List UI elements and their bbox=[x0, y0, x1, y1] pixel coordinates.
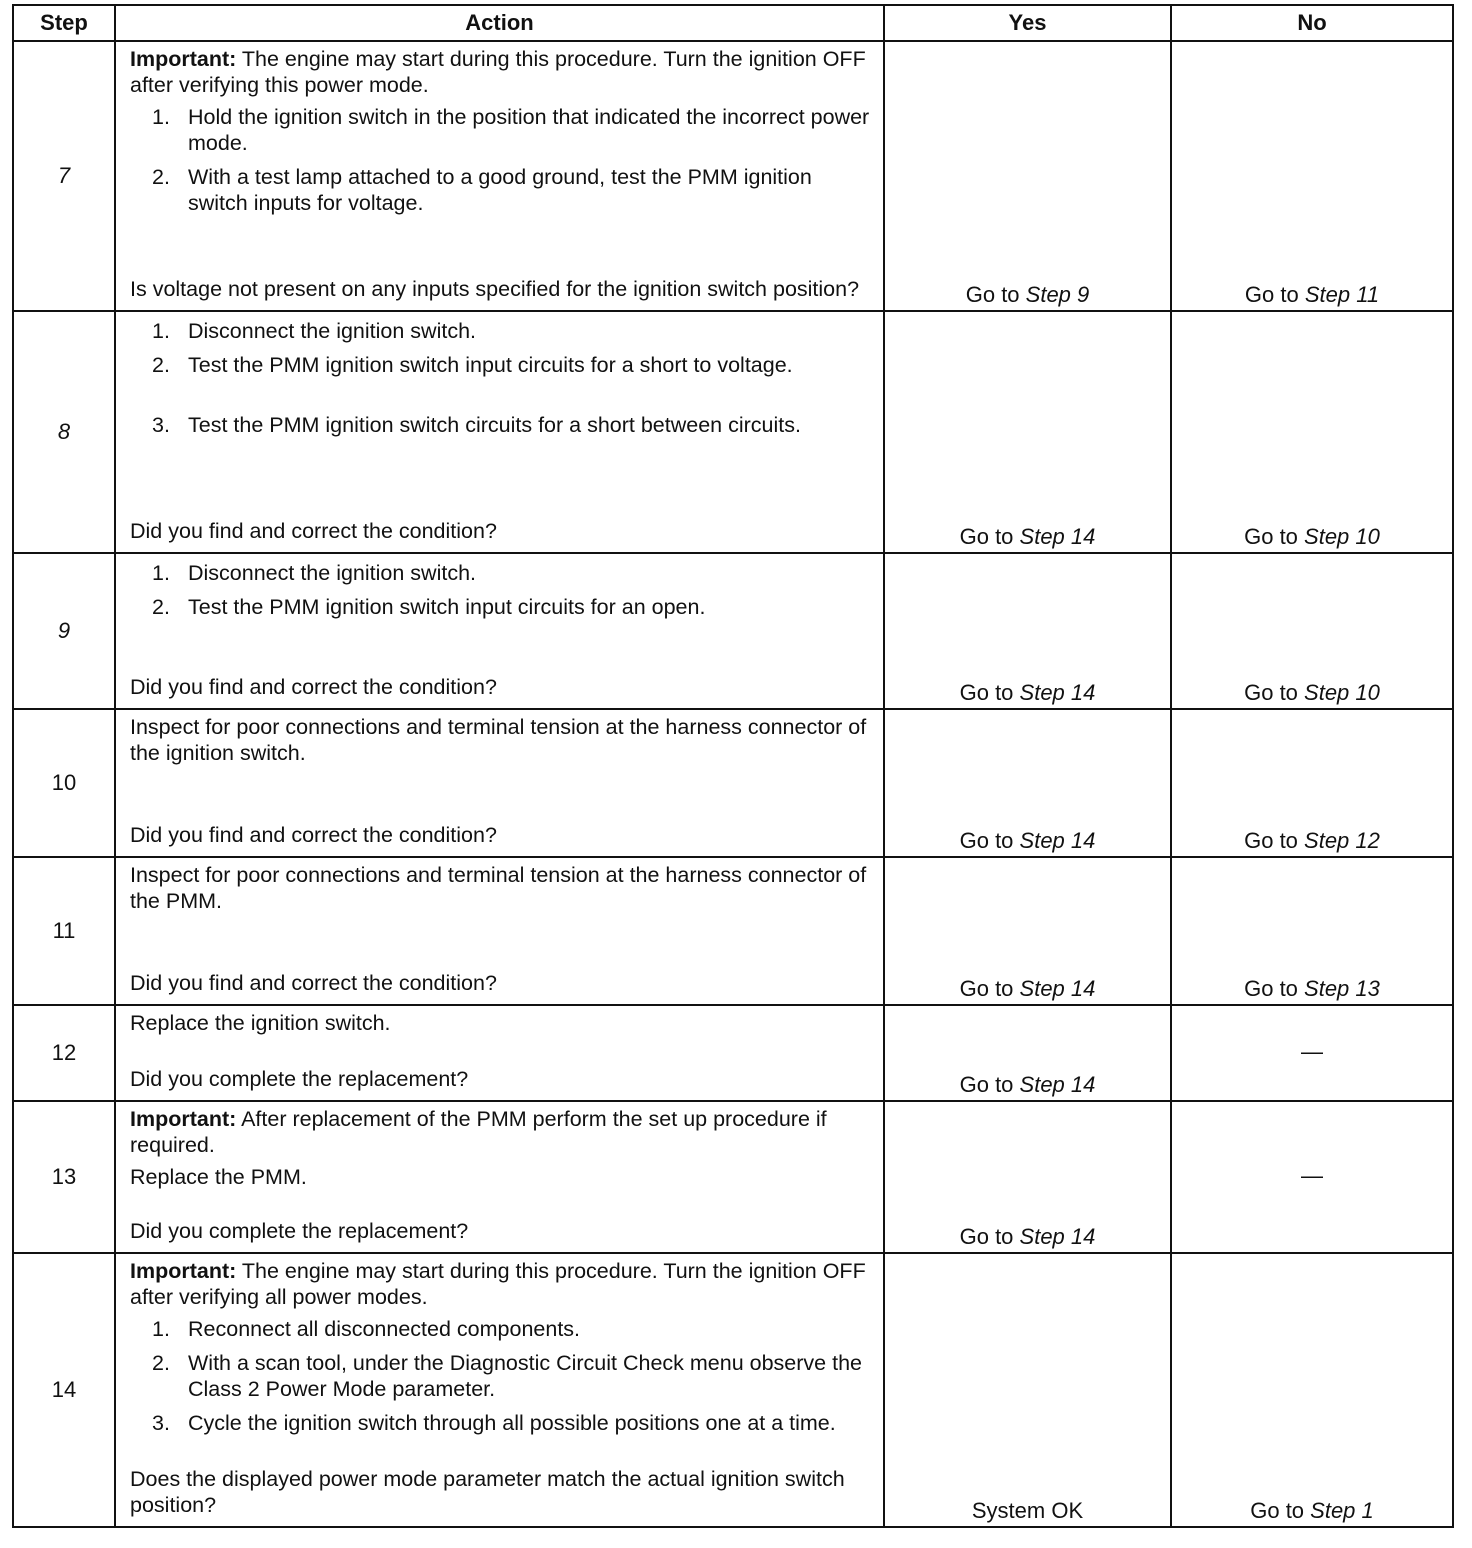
list-item: 2. With a scan tool, under the Diagnostic Circuit Check menu observe the Class 2 Power Mode parameter. bbox=[152, 1351, 862, 1401]
step-number: 10 bbox=[13, 709, 115, 857]
no-answer: Go to Step 13 bbox=[1171, 857, 1453, 1005]
important-label: Important: bbox=[130, 47, 237, 71]
action-text: Inspect for poor connections and terminal tension at the harness connector of the PMM. bbox=[130, 863, 867, 913]
header-step: Step bbox=[13, 5, 115, 41]
header-action: Action bbox=[115, 5, 884, 41]
list-item: 2. With a test lamp attached to a good ground, test the PMM ignition switch inputs for voltage. bbox=[152, 165, 812, 215]
list-item: 1. Hold the ignition switch in the position that indicated the incorrect power mode. bbox=[152, 105, 870, 155]
step-number: 12 bbox=[13, 1005, 115, 1101]
action-cell bbox=[115, 857, 884, 1005]
yes-answer: Go to Step 14 bbox=[884, 311, 1171, 553]
step-reference: Step 13 bbox=[1304, 976, 1380, 1001]
header-yes: Yes bbox=[884, 5, 1171, 41]
yes-answer: Go to Step 9 bbox=[884, 41, 1171, 311]
yes-answer: Go to Step 14 bbox=[884, 1101, 1171, 1253]
no-answer: Go to Step 12 bbox=[1171, 709, 1453, 857]
list-item: 2. Test the PMM ignition switch input circuits for a short to voltage. bbox=[152, 353, 793, 377]
header-no: No bbox=[1171, 5, 1453, 41]
table-row bbox=[13, 41, 1453, 311]
important-text: The engine may start during this procedure. Turn the ignition OFF after verifying this power mode. bbox=[130, 47, 866, 97]
action-text: Replace the PMM. bbox=[130, 1165, 307, 1189]
no-answer: Go to Step 10 bbox=[1171, 553, 1453, 709]
action-cell bbox=[115, 1101, 884, 1253]
action-cell bbox=[115, 1005, 884, 1101]
action-cell bbox=[115, 553, 884, 709]
no-answer: Go to Step 1 bbox=[1171, 1253, 1453, 1527]
action-cell bbox=[115, 311, 884, 553]
list-item: 3. Test the PMM ignition switch circuits for a short between circuits. bbox=[152, 413, 801, 437]
list-item: 1. Disconnect the ignition switch. bbox=[152, 561, 477, 585]
question: Did you find and correct the condition? bbox=[130, 519, 497, 543]
action-cell bbox=[115, 41, 884, 311]
yes-answer: System OK bbox=[884, 1253, 1171, 1527]
action-text: Inspect for poor connections and terminal tension at the harness connector of the ignition switch. bbox=[130, 715, 867, 765]
action-cell bbox=[115, 709, 884, 857]
important-note bbox=[130, 46, 871, 98]
question: Did you find and correct the condition? bbox=[130, 971, 497, 995]
table-row bbox=[13, 311, 1453, 553]
step-reference: Step 10 bbox=[1304, 680, 1380, 705]
action-text: Replace the ignition switch. bbox=[130, 1011, 391, 1035]
important-label: Important: bbox=[130, 1107, 237, 1131]
step-number: 7 bbox=[13, 41, 115, 311]
question: Did you complete the replacement? bbox=[130, 1219, 469, 1243]
step-number: 11 bbox=[13, 857, 115, 1005]
no-answer: Go to Step 11 bbox=[1171, 41, 1453, 311]
table-row bbox=[13, 857, 1453, 1005]
step-reference: Step 12 bbox=[1304, 828, 1380, 853]
list-item: 2. Test the PMM ignition switch input circuits for an open. bbox=[152, 595, 706, 619]
diagnostic-table bbox=[12, 4, 1454, 1528]
step-reference: Step 9 bbox=[1025, 282, 1090, 307]
yes-answer: Go to Step 14 bbox=[884, 553, 1171, 709]
step-reference: Step 14 bbox=[1019, 1072, 1096, 1097]
no-answer bbox=[1171, 1101, 1453, 1253]
step-reference: Step 1 bbox=[1310, 1498, 1374, 1523]
step-reference: Step 14 bbox=[1019, 680, 1096, 705]
step-number: 8 bbox=[13, 311, 115, 553]
step-reference: Step 14 bbox=[1019, 828, 1096, 853]
step-reference: Step 14 bbox=[1019, 524, 1096, 549]
yes-answer: Go to Step 14 bbox=[884, 1005, 1171, 1101]
important-label: Important: bbox=[130, 1259, 237, 1283]
step-reference: Step 14 bbox=[1019, 1224, 1096, 1249]
list-item: 1. Disconnect the ignition switch. bbox=[152, 319, 477, 343]
list-item: 3. Cycle the ignition switch through all possible positions one at a time. bbox=[152, 1411, 836, 1435]
table-row bbox=[13, 553, 1453, 709]
step-number: 14 bbox=[13, 1253, 115, 1527]
step-reference: Step 10 bbox=[1304, 524, 1380, 549]
question: Did you complete the replacement? bbox=[130, 1067, 469, 1091]
important-note bbox=[130, 1258, 871, 1310]
no-answer-dash: — bbox=[1301, 1039, 1323, 1064]
question: Did you find and correct the condition? bbox=[130, 675, 497, 699]
table-row bbox=[13, 1005, 1453, 1101]
important-text: After replacement of the PMM perform the set up procedure if required. bbox=[130, 1107, 827, 1157]
step-number: 9 bbox=[13, 553, 115, 709]
yes-answer: Go to Step 14 bbox=[884, 709, 1171, 857]
question: Does the displayed power mode parameter match the actual ignition switch position? bbox=[130, 1467, 845, 1517]
question: Did you find and correct the condition? bbox=[130, 823, 497, 847]
step-number: 13 bbox=[13, 1101, 115, 1253]
question: Is voltage not present on any inputs specified for the ignition switch position? bbox=[130, 277, 860, 301]
table-row bbox=[13, 1101, 1453, 1253]
yes-answer: Go to Step 14 bbox=[884, 857, 1171, 1005]
list-item: 1. Reconnect all disconnected components. bbox=[152, 1317, 581, 1341]
step-reference: Step 14 bbox=[1019, 976, 1096, 1001]
table-row bbox=[13, 709, 1453, 857]
header-row bbox=[13, 5, 1453, 41]
step-reference: Step 11 bbox=[1304, 282, 1380, 307]
no-answer: Go to Step 10 bbox=[1171, 311, 1453, 553]
no-answer bbox=[1171, 1005, 1453, 1101]
important-text: The engine may start during this procedure. Turn the ignition OFF after verifying all power modes. bbox=[130, 1259, 866, 1309]
action-cell bbox=[115, 1253, 884, 1527]
no-answer-dash: — bbox=[1301, 1163, 1323, 1188]
important-note bbox=[130, 1106, 871, 1158]
table-row bbox=[13, 1253, 1453, 1527]
